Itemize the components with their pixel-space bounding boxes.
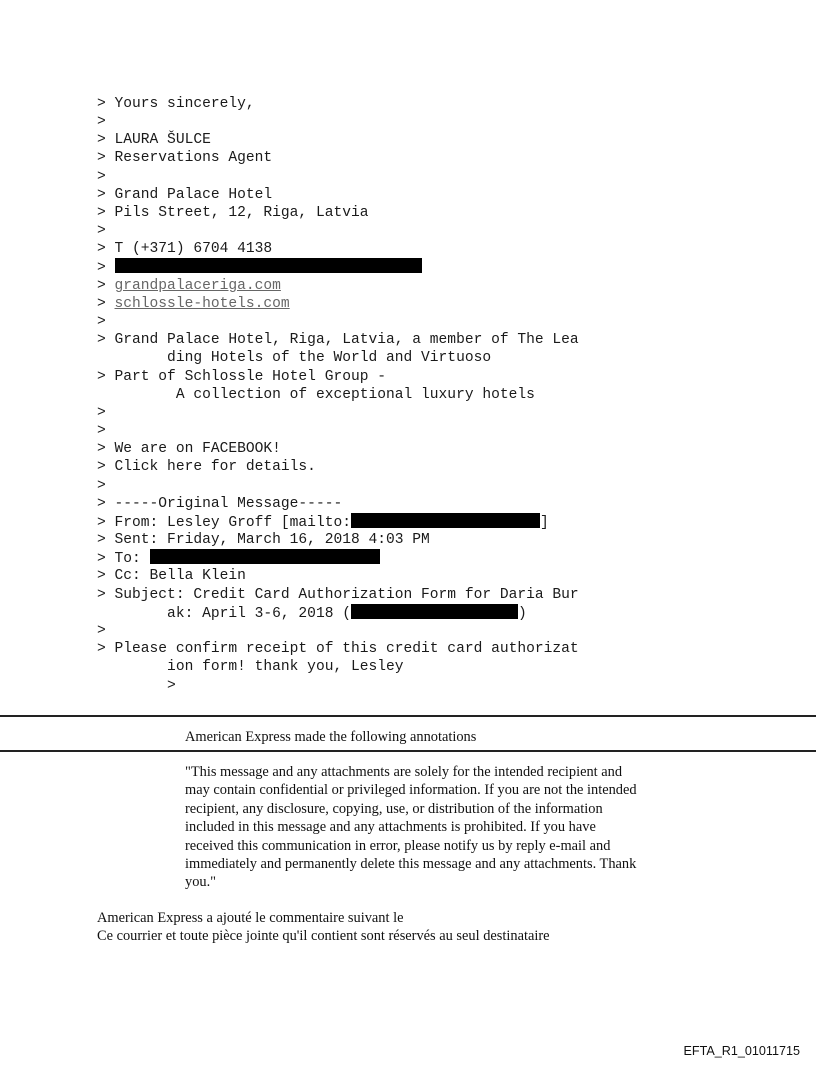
- subject-line-cont: [97, 604, 527, 622]
- french-annotation-line-2: Ce courrier et toute pièce jointe qu'il contient sont réservés au seul destinataire: [97, 928, 550, 944]
- signature-name: > LAURA ŠULCE: [97, 132, 211, 148]
- confidentiality-disclaimer: "This message and any attachments are solely for the intended recipient and may contain confidential or privileged information. If you are not the intended recipient, any disclosure, copying, use, or distribution of the information included in this message and any attachments is prohibited. If you have received this communication in error, please notify us by reply e-mail and immediately and permanently delete this message and any attachments. Thank you.": [185, 764, 637, 891]
- hotel-phone: > T (+371) 6704 4138: [97, 241, 273, 257]
- redaction-bar: [150, 549, 380, 564]
- redaction-bar: [351, 513, 540, 528]
- hotel-website-link[interactable]: grandpalaceriga.com: [114, 278, 281, 294]
- to-line: [97, 549, 380, 567]
- click-here-line: > Click here for details.: [97, 459, 316, 475]
- membership-line: > Grand Palace Hotel, Riga, Latvia, a member of The Lea: [97, 332, 579, 348]
- cc-line: > Cc: Bella Klein: [97, 568, 246, 584]
- from-label: > From: Lesley Groff [mailto:: [97, 515, 351, 531]
- sent-line: > Sent: Friday, March 16, 2018 4:03 PM: [97, 532, 430, 548]
- confirm-line: > Please confirm receipt of this credit card authorizat: [97, 641, 579, 657]
- email-line: >: [97, 405, 106, 421]
- redaction-bar: [115, 258, 422, 273]
- quote-marker: >: [97, 296, 115, 312]
- subject-cont-text: ak: April 3-6, 2018 (: [97, 606, 351, 622]
- from-close: ]: [539, 515, 549, 531]
- redaction-bar: [351, 604, 518, 619]
- annotation-title: American Express made the following annotations: [185, 729, 477, 745]
- to-label: > To:: [97, 551, 150, 567]
- group-line: > Part of Schlossle Hotel Group -: [97, 369, 387, 385]
- email-line: >: [97, 314, 106, 330]
- group-website-link[interactable]: schlossle-hotels.com: [114, 296, 290, 312]
- membership-line-cont: ding Hotels of the World and Virtuoso: [97, 350, 492, 366]
- email-line: >: [97, 623, 106, 639]
- email-line: >: [97, 223, 106, 239]
- hotel-name: > Grand Palace Hotel: [97, 187, 273, 203]
- from-line: [97, 513, 549, 531]
- hotel-address: > Pils Street, 12, Riga, Latvia: [97, 205, 369, 221]
- website-line: [97, 277, 281, 295]
- divider-bottom: [0, 750, 816, 752]
- email-line: >: [97, 423, 106, 439]
- subject-line: > Subject: Credit Card Authorization Form for Daria Bur: [97, 587, 579, 603]
- email-line: >: [97, 678, 176, 694]
- email-line: >: [97, 478, 106, 494]
- email-line: >: [97, 260, 106, 276]
- redacted-line: [97, 258, 422, 276]
- quote-marker: >: [97, 278, 115, 294]
- group-line-cont: A collection of exceptional luxury hotels: [97, 387, 535, 403]
- facebook-line: > We are on FACEBOOK!: [97, 441, 281, 457]
- subject-close: ): [517, 606, 527, 622]
- document-id: EFTA_R1_01011715: [683, 1044, 800, 1058]
- divider-top: [0, 715, 816, 717]
- group-website-line: [97, 295, 290, 313]
- original-message-header: > -----Original Message-----: [97, 496, 343, 512]
- email-line: >: [97, 169, 106, 185]
- signature-title: > Reservations Agent: [97, 150, 273, 166]
- french-annotation-line-1: American Express a ajouté le commentaire suivant le: [97, 910, 404, 926]
- email-line: > Yours sincerely,: [97, 96, 255, 112]
- confirm-line-cont: ion form! thank you, Lesley: [97, 659, 404, 675]
- email-line: >: [97, 114, 106, 130]
